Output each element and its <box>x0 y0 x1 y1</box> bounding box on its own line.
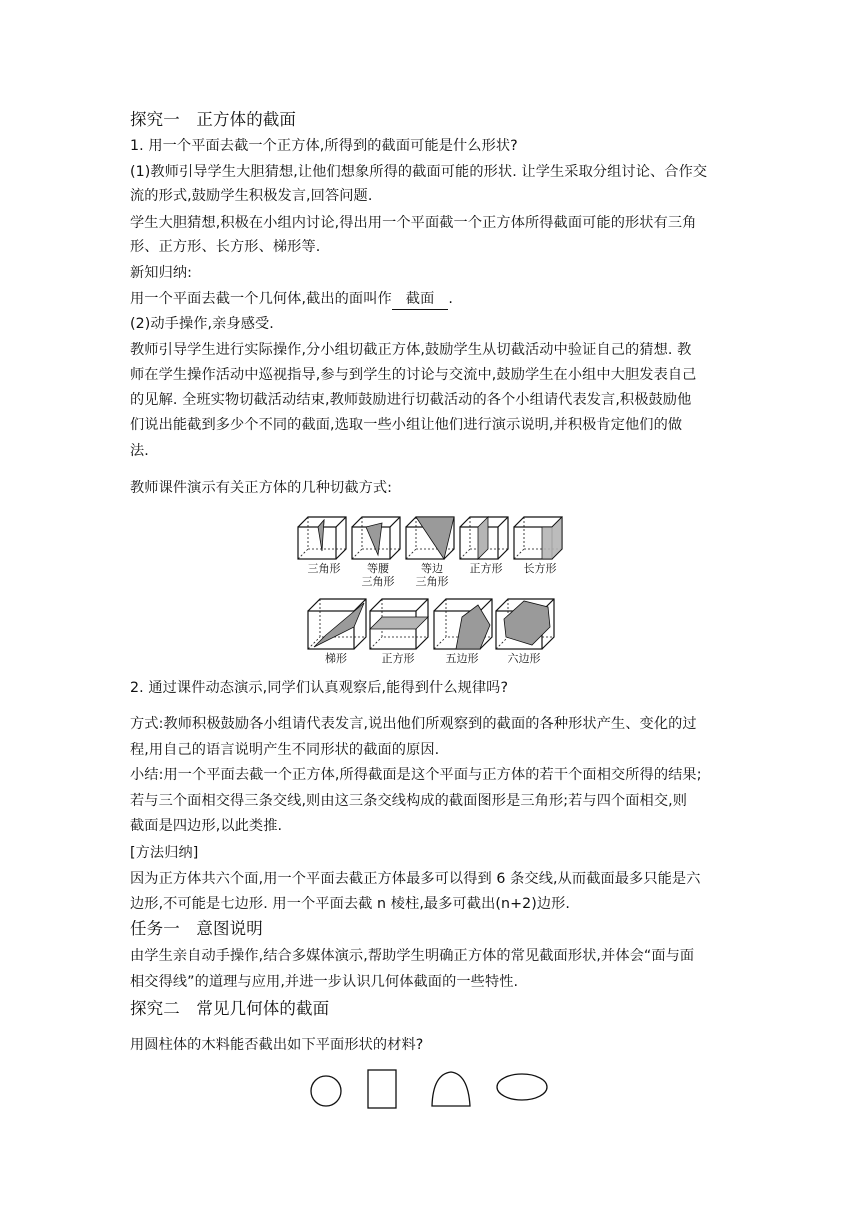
paragraph-line: 们说出能截到多少个不同的截面,选取一些小组让他们进行演示说明,并积极肯定他们的做 <box>130 417 683 433</box>
shapes-figure <box>0 1064 860 1124</box>
caption-trapezoid: 梯形 <box>325 652 347 665</box>
paragraph-line: 教师引导学生进行实际操作,分小组切截正方体,鼓励学生从切截活动中验证自己的猜想. 教 <box>130 342 692 358</box>
caption-hexagon: 六边形 <box>507 652 541 665</box>
paragraph-line: 流的形式,鼓励学生积极发言,回答问题. <box>130 188 373 204</box>
definition-suffix: . <box>448 291 453 307</box>
question-cylinder: 用圆柱体的木料能否截出如下平面形状的材料? <box>130 1037 424 1053</box>
paragraph-line: 边形,不可能是七边形. 用一个平面去截 n 棱柱,最多可截出(n+2)边形. <box>130 896 571 912</box>
paragraph-line: 小结:用一个平面去截一个正方体,所得截面是这个平面与正方体的若干个面相交所得的结果; <box>130 767 702 783</box>
cube-sections-figure <box>0 505 860 685</box>
paragraph-line: 形、正方形、长方形、梯形等. <box>130 239 321 255</box>
caption-equilateral: 等边 三角形 <box>415 562 449 588</box>
caption-pentagon: 五边形 <box>445 652 479 665</box>
paragraph-line: (1)教师引导学生大胆猜想,让他们想象所得的截面可能的形状. 让学生采取分组讨论、合作交 <box>130 164 708 180</box>
cube-triangle <box>298 517 346 559</box>
paragraph-line: 若与三个面相交得三条交线,则由这三条交线构成的截面图形是三角形;若与四个面相交,则 <box>130 793 688 809</box>
demo-line: 教师课件演示有关正方体的几种切截方式: <box>130 480 393 496</box>
method-tag: [方法归纳] <box>130 845 199 861</box>
cube-equilateral-triangle <box>406 517 454 559</box>
definition-answer: 截面 <box>392 289 449 310</box>
definition-line <box>130 289 740 310</box>
circle-shape <box>311 1076 341 1106</box>
caption-rectangle: 长方形 <box>523 562 557 575</box>
caption-square-2: 正方形 <box>381 652 415 665</box>
new-knowledge-label: 新知归纳: <box>130 265 193 281</box>
section-heading-2: 探究二 常见几何体的截面 <box>130 999 330 1018</box>
cube-trapezoid <box>308 599 366 649</box>
paragraph-line: 因为正方体共六个面,用一个平面去截正方体最多可以得到 6 条交线,从而截面最多只能是六 <box>130 871 701 887</box>
paragraph-line: 学生大胆猜想,积极在小组内讨论,得出用一个平面截一个正方体所得截面可能的形状有三角 <box>130 215 697 231</box>
ellipse-shape <box>497 1074 547 1100</box>
paragraph-line: 师在学生操作活动中巡视指导,参与到学生的讨论与交流中,鼓励学生在小组中大胆发表自己 <box>130 367 697 383</box>
paragraph-line: 法. <box>130 443 149 459</box>
paragraph-line: 截面是四边形,以此类推. <box>130 818 283 834</box>
rectangle-shape <box>368 1070 396 1108</box>
paragraph-line: 相交得线”的道理与应用,并进一步认识几何体截面的一些特性. <box>130 974 519 990</box>
task-heading: 任务一 意图说明 <box>130 919 263 938</box>
cube-rectangle <box>514 517 562 559</box>
paragraph-line: 方式:教师积极鼓励各小组请代表发言,说出他们所观察到的截面的各种形状产生、变化的过 <box>130 716 697 732</box>
cube-square-2 <box>370 599 428 649</box>
cube-square <box>460 517 508 559</box>
section-heading: 探究一 正方体的截面 <box>130 110 296 129</box>
cube-hexagon <box>496 599 554 649</box>
definition-text: 用一个平面去截一个几何体,截出的面叫作 <box>130 291 392 307</box>
cube-pentagon <box>434 599 492 649</box>
arch-shape <box>432 1072 470 1106</box>
paragraph-line: (2)动手操作,亲身感受. <box>130 316 274 332</box>
caption-isosceles: 等腰 三角形 <box>361 562 395 588</box>
caption-triangle: 三角形 <box>307 562 341 575</box>
question-1: 1. 用一个平面去截一个正方体,所得到的截面可能是什么形状? <box>130 138 518 154</box>
cube-isosceles-triangle <box>352 517 400 559</box>
caption-square: 正方形 <box>469 562 503 575</box>
question-2: 2. 通过课件动态演示,同学们认真观察后,能得到什么规律吗? <box>130 680 509 696</box>
paragraph-line: 程,用自己的语言说明产生不同形状的截面的原因. <box>130 742 440 758</box>
paragraph-line: 的见解. 全班实物切截活动结束,教师鼓励进行切截活动的各个小组请代表发言,积极鼓励他 <box>130 392 692 408</box>
paragraph-line: 由学生亲自动手操作,结合多媒体演示,帮助学生明确正方体的常见截面形状,并体会“面与面 <box>130 948 695 964</box>
